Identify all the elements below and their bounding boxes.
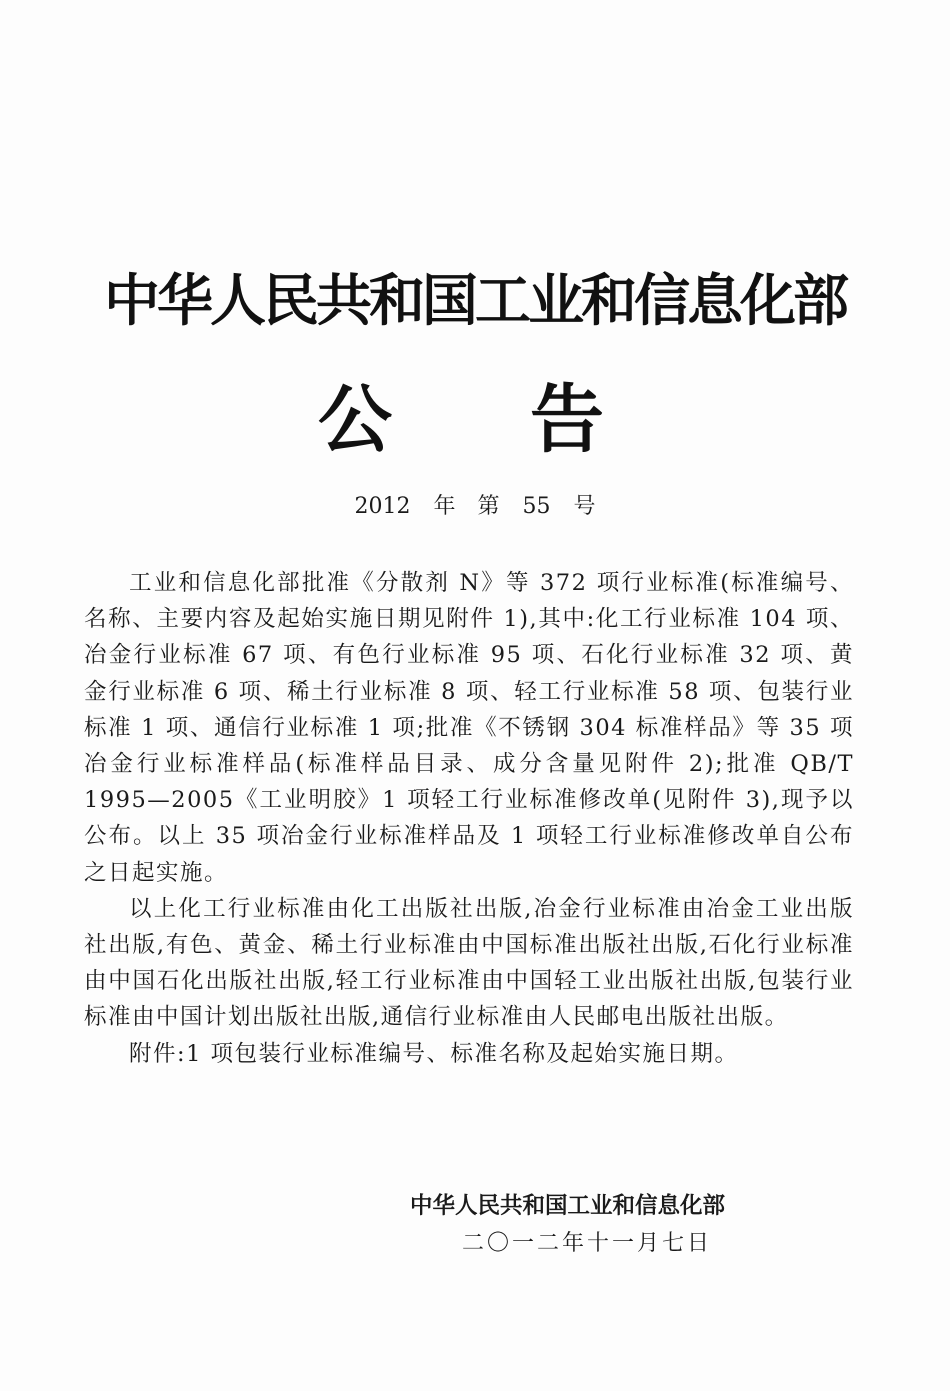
body-paragraph-attachment: 附件:1 项包装行业标准编号、标准名称及起始实施日期。 [129, 1040, 739, 1067]
signature-date: 二〇一二年十一月七日 [462, 1231, 713, 1256]
issuer-title: 中华人民共和国工业和信息化部 [104, 269, 846, 334]
signature-organization: 中华人民共和国工业和信息化部 [410, 1193, 726, 1219]
body-paragraph-2: 以上化工行业标准由化工出版社出版,冶金行业标准由冶金工业出版社出版,有色、黄金、稀土行业标准由中国标准出版社出版,石化行业标准由中国石化出版社出版,轻工行业标准由中国轻工业出版社出版,包装行业标准由中国计划出版社出版,通信行业标准由人民邮电出版社出版。 [84, 895, 854, 1031]
document-type-char-1: 公 [318, 377, 392, 463]
signature-block [410, 1188, 790, 1264]
announcement-body [84, 565, 854, 1072]
document-number: 2012 年 第 55 号 [354, 494, 596, 519]
document-type-char-2: 告 [530, 377, 604, 463]
body-paragraph-1: 工业和信息化部批准《分散剂 N》等 372 项行业标准(标准编号、名称、主要内容及起始实施日期见附件 1),其中:化工行业标准 104 项、冶金行业标准 67 项、有色行业标准 95 项、石化行业标准 32 项、黄金行业标准 6 项、稀土行业标准 8 项、轻工行业标准 58 项、包装行业标准 1 项、通信行业标准 1 项;批准《不锈钢 304 标准样品》等 35 项冶金行业标准样品(标准样品目录、成分含量见附件 2);批准 QB/T 1995—2005《工业明胶》1 项轻工行业标准修改单(见附件 3),现予以公布。以上 35 项冶金行业标准样品及 1 项轻工行业标准修改单自公布之日起实施。 [84, 570, 854, 886]
